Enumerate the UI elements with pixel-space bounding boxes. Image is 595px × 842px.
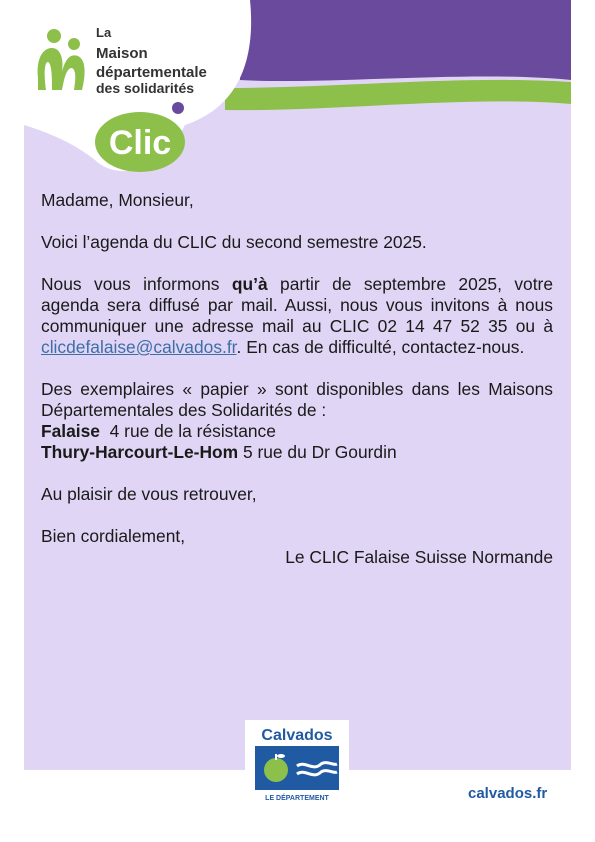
calvados-subtitle: LE DÉPARTEMENT bbox=[265, 795, 329, 802]
logo-line2: Maison bbox=[96, 45, 148, 62]
signature: Le CLIC Falaise Suisse Normande bbox=[285, 547, 553, 567]
copies-paragraph: Des exemplaires « papier » sont disponibles dans les Maisons Départementales des Solidarités de : bbox=[41, 379, 553, 420]
purple-band bbox=[240, 0, 571, 81]
location-thury: Thury-Harcourt-Le-Hom 5 rue du Dr Gourdin bbox=[41, 442, 397, 462]
website-link[interactable]: calvados.fr bbox=[468, 785, 548, 802]
header-graphic bbox=[0, 0, 595, 190]
logo-line3: départementale bbox=[96, 64, 207, 81]
intro-paragraph: Voici l’agenda du CLIC du second semestre 2025. bbox=[41, 232, 427, 252]
logo-line4: des solidarités bbox=[96, 80, 195, 96]
letter-body bbox=[41, 190, 553, 568]
info-paragraph: Nous vous informons qu’à partir de septembre 2025, votre agenda sera diffusé par mail. Aussi, nous vous invitons à nous communiquer une adresse mail au CLIC 02 14 47 52 35 ou à clicdefalaise@calvados.fr. En cas de difficulté, contactez-nous. bbox=[41, 274, 553, 357]
greeting: Madame, Monsieur, bbox=[41, 190, 194, 210]
location-falaise: Falaise 4 rue de la résistance bbox=[41, 421, 276, 441]
calvados-logo bbox=[245, 720, 349, 804]
calvados-brand: Calvados bbox=[261, 727, 333, 744]
email-link[interactable]: clicdefalaise@calvados.fr bbox=[41, 337, 237, 357]
closing-line: Au plaisir de vous retrouver, bbox=[41, 484, 257, 504]
regards-line: Bien cordialement, bbox=[41, 526, 186, 546]
green-band bbox=[225, 80, 571, 110]
logo-line1: La bbox=[96, 25, 112, 40]
svg-text:Clic: Clic bbox=[108, 124, 172, 162]
